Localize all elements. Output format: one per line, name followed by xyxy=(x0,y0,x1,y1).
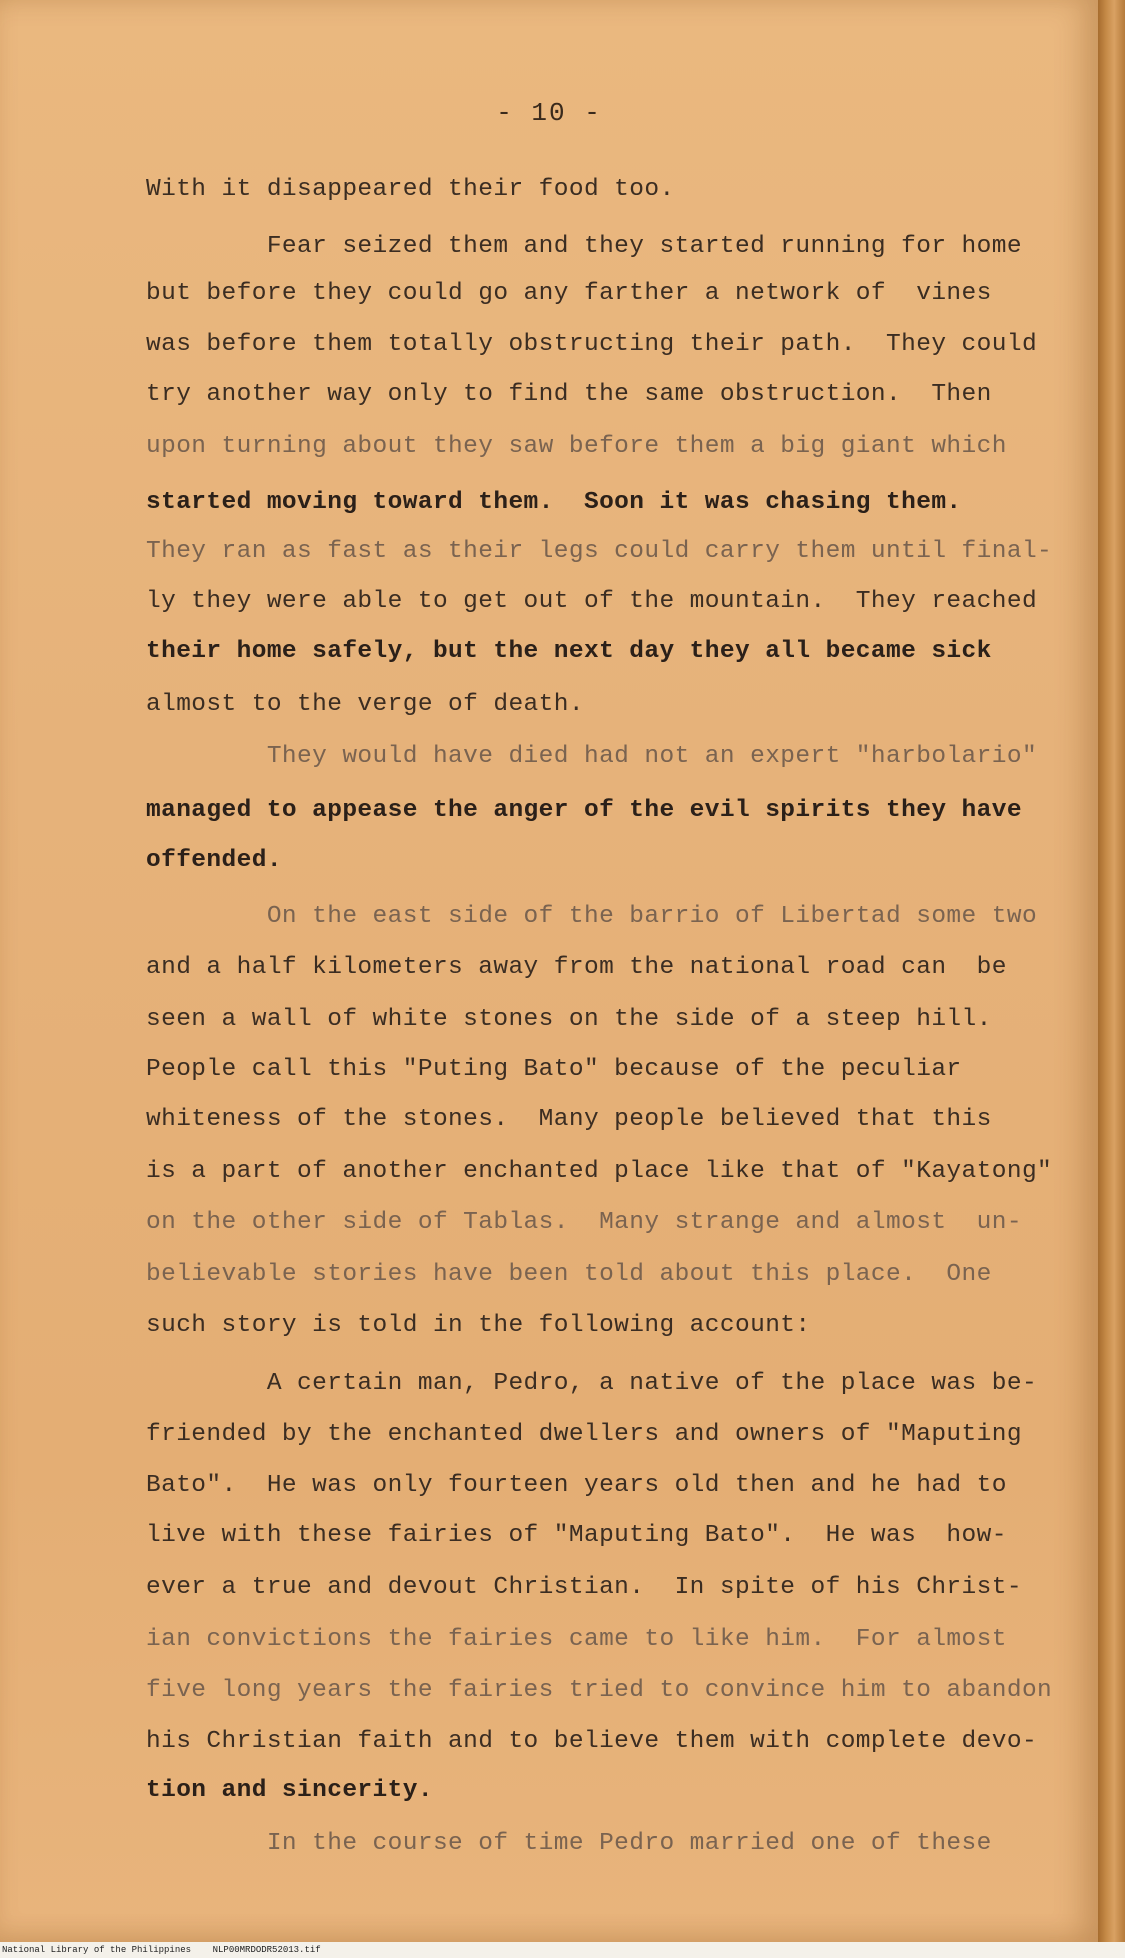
text-line-21: on the other side of Tablas. Many strange and almost un- xyxy=(146,1209,1022,1236)
text-line-20: is a part of another enchanted place like that of "Kayatong" xyxy=(146,1158,1053,1185)
text-line-29: ian convictions the fairies came to like him. For almost xyxy=(146,1626,1007,1653)
text-line-13: managed to appease the anger of the evil spirits they have xyxy=(146,797,1022,824)
text-line-6: upon turning about they saw before them a big giant which xyxy=(146,433,1007,460)
text-line-1: With it disappeared their food too. xyxy=(146,176,675,203)
text-line-33: In the course of time Pedro married one of these xyxy=(146,1830,992,1857)
text-line-28: ever a true and devout Christian. In spite of his Christ- xyxy=(146,1574,1022,1601)
text-line-11: almost to the verge of death. xyxy=(146,691,584,718)
text-line-4: was before them totally obstructing their path. They could xyxy=(146,331,1038,358)
text-line-17: seen a wall of white stones on the side of a steep hill. xyxy=(146,1006,992,1033)
text-line-27: live with these fairies of "Maputing Bato". He was how- xyxy=(146,1522,1007,1549)
text-line-24: A certain man, Pedro, a native of the place was be- xyxy=(146,1370,1038,1397)
text-line-30: five long years the fairies tried to convince him to abandon xyxy=(146,1677,1053,1704)
text-line-32: tion and sincerity. xyxy=(146,1777,433,1804)
text-line-19: whiteness of the stones. Many people believed that this xyxy=(146,1106,992,1133)
text-line-8: They ran as fast as their legs could carry them until final- xyxy=(146,538,1053,565)
text-line-3: but before they could go any farther a network of vines xyxy=(146,280,992,307)
text-line-10: their home safely, but the next day they all became sick xyxy=(146,638,992,665)
text-line-12: They would have died had not an expert "harbolario" xyxy=(146,743,1038,770)
text-line-18: People call this "Puting Bato" because of the peculiar xyxy=(146,1056,962,1083)
text-line-14: offended. xyxy=(146,847,282,874)
text-line-22: believable stories have been told about this place. One xyxy=(146,1261,992,1288)
text-line-7: started moving toward them. Soon it was chasing them. xyxy=(146,489,962,516)
page-number: - 10 - xyxy=(496,98,602,128)
text-line-26: Bato". He was only fourteen years old then and he had to xyxy=(146,1472,1007,1499)
text-line-23: such story is told in the following account: xyxy=(146,1312,811,1339)
footer-caption: National Library of the Philippines NLP00MRDODR52013.tif xyxy=(2,1945,321,1955)
text-line-31: his Christian faith and to believe them with complete devo- xyxy=(146,1728,1038,1755)
text-line-5: try another way only to find the same obstruction. Then xyxy=(146,381,992,408)
text-line-25: friended by the enchanted dwellers and owners of "Maputing xyxy=(146,1421,1022,1448)
text-line-15: On the east side of the barrio of Libertad some two xyxy=(146,903,1038,930)
text-line-16: and a half kilometers away from the national road can be xyxy=(146,954,1007,981)
text-line-2: Fear seized them and they started running for home xyxy=(146,233,1022,260)
text-line-9: ly they were able to get out of the mountain. They reached xyxy=(146,588,1038,615)
page-edge-shadow xyxy=(1098,0,1125,1942)
